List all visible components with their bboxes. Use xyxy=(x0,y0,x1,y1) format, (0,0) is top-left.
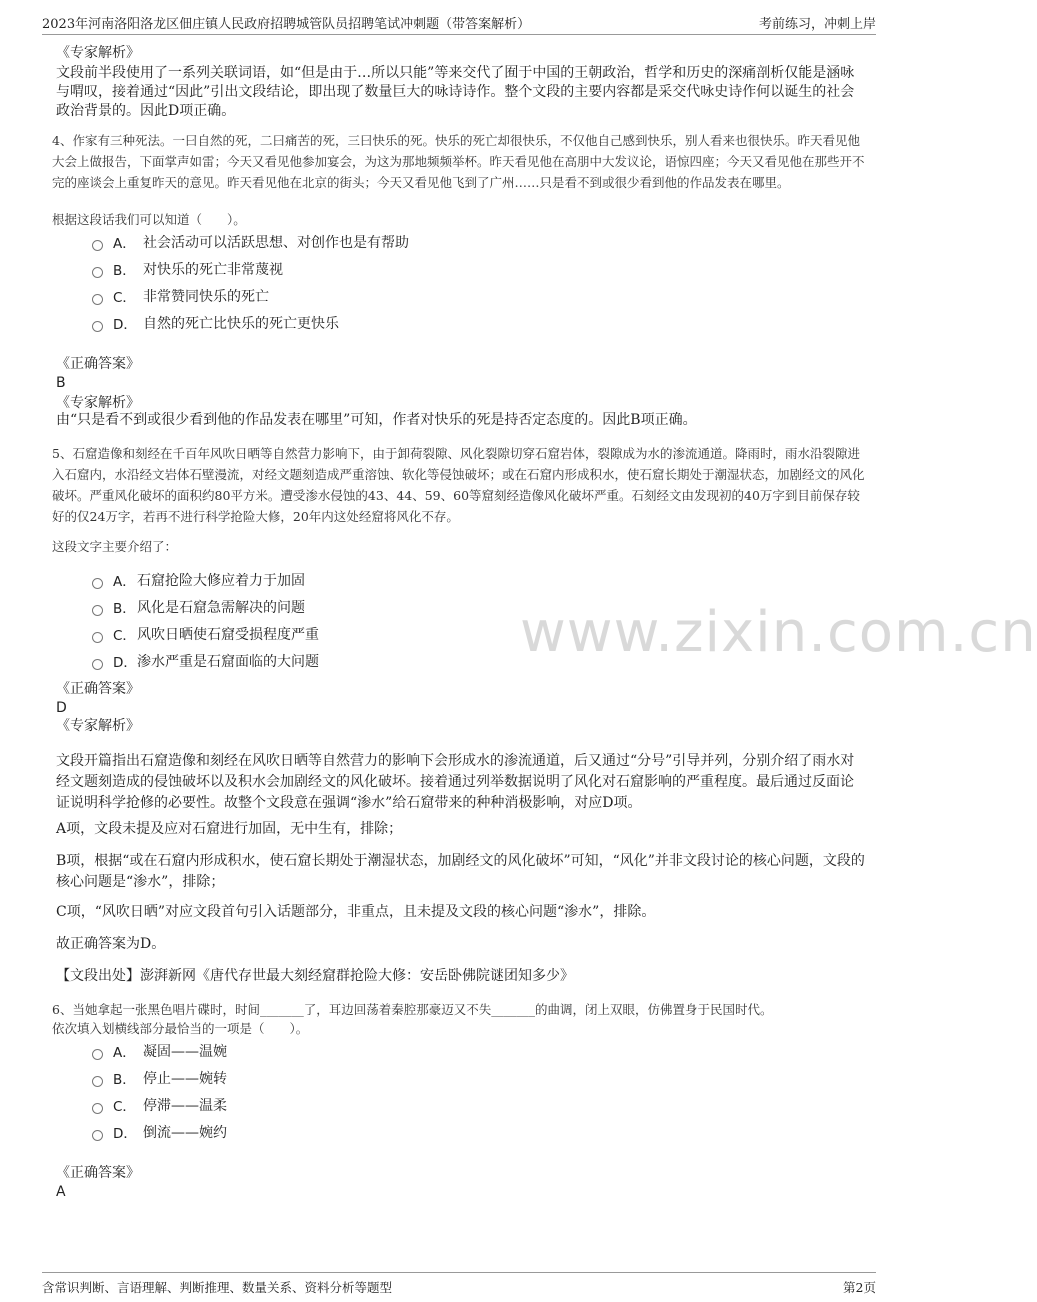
option-text: 风吹日晒使石窟受损程度严重 xyxy=(137,627,319,643)
option-letter: A． xyxy=(113,574,136,590)
q6-answer: A xyxy=(56,1184,66,1200)
q5-answer: D xyxy=(56,700,67,716)
q5-option-a[interactable] xyxy=(92,570,305,590)
q5-analysis-text: 文段开篇指出石窟造像和刻经在风吹日晒等自然营力的影响下会形成水的渗流通道，后又通过“分号”引导并列，分别介绍了雨水对经文题刻造成的侵蚀破坏以及积水会加剧经文的风化破坏。接着通过列举数据说明了风化对石窟影响的严重程度。最后通过反面论证说明科学抢修的必要性。故整个文段意在强调“渗水”给石窟带来的种种消极影响，对应D项。 xyxy=(56,753,855,811)
radio-icon[interactable] xyxy=(92,632,103,643)
footer-categories: 含常识判断、言语理解、判断推理、数量关系、资料分析等题型 xyxy=(42,1280,393,1295)
option-text: 停滞——温柔 xyxy=(143,1098,227,1114)
radio-icon[interactable] xyxy=(92,240,103,251)
q5-answer-label: 《正确答案》 xyxy=(56,681,140,697)
q4-prompt: 根据这段话我们可以知道（ ）。 xyxy=(52,212,246,227)
q5-question-text: 5、石窟造像和刻经在千百年风吹日晒等自然营力影响下，由于卸荷裂隙、风化裂隙切穿石窟岩体，裂隙成为水的渗流通道。降雨时，雨水沿裂隙进入石窟内，水沿经文岩体石壁漫流，对经文题刻造成严重溶蚀、软化等侵蚀破坏；或在石窟内形成积水，使石窟长期处于潮湿状态，加剧经文的风化破坏。严重风化破坏的面积约80平方米。遭受渗水侵蚀的43、44、59、60等窟刻经造像风化破坏严重。石刻经文由发现初的40万字到目前保存较好的仅24万字，若再不进行科学抢险大修，20年内这处经窟将风化不存。 xyxy=(52,446,865,524)
q4-option-b[interactable] xyxy=(92,259,283,279)
q4-answer-label: 《正确答案》 xyxy=(56,356,140,372)
option-letter: D． xyxy=(113,655,137,671)
option-letter: C． xyxy=(113,290,136,306)
option-letter: B． xyxy=(113,1072,136,1088)
option-text: 非常赞同快乐的死亡 xyxy=(143,289,269,305)
option-text: 倒流——婉约 xyxy=(143,1125,227,1141)
q5-prompt: 这段文字主要介绍了： xyxy=(52,539,178,554)
q5-option-b[interactable] xyxy=(92,597,305,617)
option-text: 停止——婉转 xyxy=(143,1071,227,1087)
radio-icon[interactable] xyxy=(92,659,103,670)
q4-option-a[interactable] xyxy=(92,232,409,252)
radio-icon[interactable] xyxy=(92,605,103,616)
q6-option-a[interactable] xyxy=(92,1041,227,1061)
q4-analysis-label: 《专家解析》 xyxy=(56,395,140,411)
radio-icon[interactable] xyxy=(92,578,103,589)
radio-icon[interactable] xyxy=(92,294,103,305)
q3-analysis-text: 文段前半段使用了一系列关联词语，如“但是由于…所以只能”等来交代了囿于中国的王朝政治，哲学和历史的深痛剖析仅能是涵咏与喟叹，接着通过“因此”引出文段结论，即出现了数量巨大的咏诗诗作。整个文段的主要内容都是采交代咏史诗作何以诞生的社会政治背景的。因此D项正确。 xyxy=(56,65,855,119)
page-header xyxy=(0,0,920,36)
option-letter: A． xyxy=(113,1045,136,1061)
page-number: 第2页 xyxy=(843,1280,876,1295)
q4-option-d[interactable] xyxy=(92,313,339,333)
radio-icon[interactable] xyxy=(92,1049,103,1060)
q4-question-text: 4、作家有三种死法。一曰自然的死，二曰痛苦的死，三曰快乐的死。快乐的死亡却很快乐，不仅他自己感到快乐，别人看来也很快乐。昨天看见他大会上做报告，下面掌声如雷；今天又看见他参加宴会，为这为那地频频举杯。昨天看见他在高朋中大发议论，语惊四座；今天又看见他在那些开不完的座谈会上重复昨天的意见。昨天看见他在北京的街头；今天又看见他飞到了广州……只是看不到或很少看到他的作品发表在哪里。 xyxy=(52,133,865,190)
q6-option-d[interactable] xyxy=(92,1122,227,1142)
q5-analysis-label: 《专家解析》 xyxy=(56,718,140,734)
q4-analysis-text: 由“只是看不到或很少看到他的作品发表在哪里”可知，作者对快乐的死是持否定态度的。因此B项正确。 xyxy=(56,412,697,428)
radio-icon[interactable] xyxy=(92,1103,103,1114)
q5-option-b-note: B项，根据“或在石窟内形成积水，使石窟长期处于潮湿状态，加剧经文的风化破坏”可知，“风化”并非文段讨论的核心问题，文段的核心问题是“渗水”，排除； xyxy=(56,853,865,890)
q4-answer: B xyxy=(56,375,66,391)
footer-divider xyxy=(42,1272,876,1273)
q5-conclusion: 故正确答案为D。 xyxy=(56,936,166,952)
q6-prompt: 依次填入划横线部分最恰当的一项是（ ）。 xyxy=(52,1021,309,1036)
q5-option-c[interactable] xyxy=(92,624,319,644)
radio-icon[interactable] xyxy=(92,267,103,278)
q6-question-text: 6、当她拿起一张黑色唱片碟时，时间_______了，耳边回荡着秦腔那豪迈又不失_______的曲调，闭上双眼，仿佛置身于民国时代。 xyxy=(52,1002,773,1017)
option-letter: C． xyxy=(113,628,136,644)
q6-option-c[interactable] xyxy=(92,1095,227,1115)
option-letter: B． xyxy=(113,263,136,279)
watermark: www.zixin.com.cn xyxy=(520,600,1037,665)
q5-option-c-note: C项，“风吹日晒”对应文段首句引入话题部分，非重点，且未提及文段的核心问题“渗水”，排除。 xyxy=(56,904,656,920)
option-text: 风化是石窟急需解决的问题 xyxy=(137,600,305,616)
option-letter: A． xyxy=(113,236,136,252)
page-footer xyxy=(0,1268,920,1302)
option-letter: D． xyxy=(113,1126,137,1142)
option-text: 自然的死亡比快乐的死亡更快乐 xyxy=(143,316,339,332)
q4-option-c[interactable] xyxy=(92,286,269,306)
q5-source: 【文段出处】澎湃新网《唐代存世最大刻经窟群抢险大修：安岳卧佛院谜团知多少》 xyxy=(56,968,574,984)
header-slogan: 考前练习，冲刺上岸 xyxy=(758,17,876,32)
option-text: 社会活动可以活跃思想、对创作也是有帮助 xyxy=(143,235,409,251)
option-text: 渗水严重是石窟面临的大问题 xyxy=(137,654,319,670)
q6-answer-label: 《正确答案》 xyxy=(56,1165,140,1181)
q5-option-a-note: A项，文段未提及应对石窟进行加固，无中生有，排除； xyxy=(56,821,403,837)
option-letter: D． xyxy=(113,317,137,333)
radio-icon[interactable] xyxy=(92,1130,103,1141)
option-text: 凝固——温婉 xyxy=(143,1044,227,1060)
option-text: 对快乐的死亡非常蔑视 xyxy=(143,262,283,278)
q5-option-d[interactable] xyxy=(92,651,319,671)
q3-analysis-label: 《专家解析》 xyxy=(56,45,140,61)
radio-icon[interactable] xyxy=(92,321,103,332)
option-letter: C． xyxy=(113,1099,136,1115)
option-text: 石窟抢险大修应着力于加固 xyxy=(137,573,305,589)
document-title: 2023年河南洛阳洛龙区佃庄镇人民政府招聘城管队员招聘笔试冲刺题（带答案解析） xyxy=(42,17,531,32)
q6-option-b[interactable] xyxy=(92,1068,227,1088)
option-letter: B． xyxy=(113,601,136,617)
radio-icon[interactable] xyxy=(92,1076,103,1087)
header-divider xyxy=(42,34,876,35)
